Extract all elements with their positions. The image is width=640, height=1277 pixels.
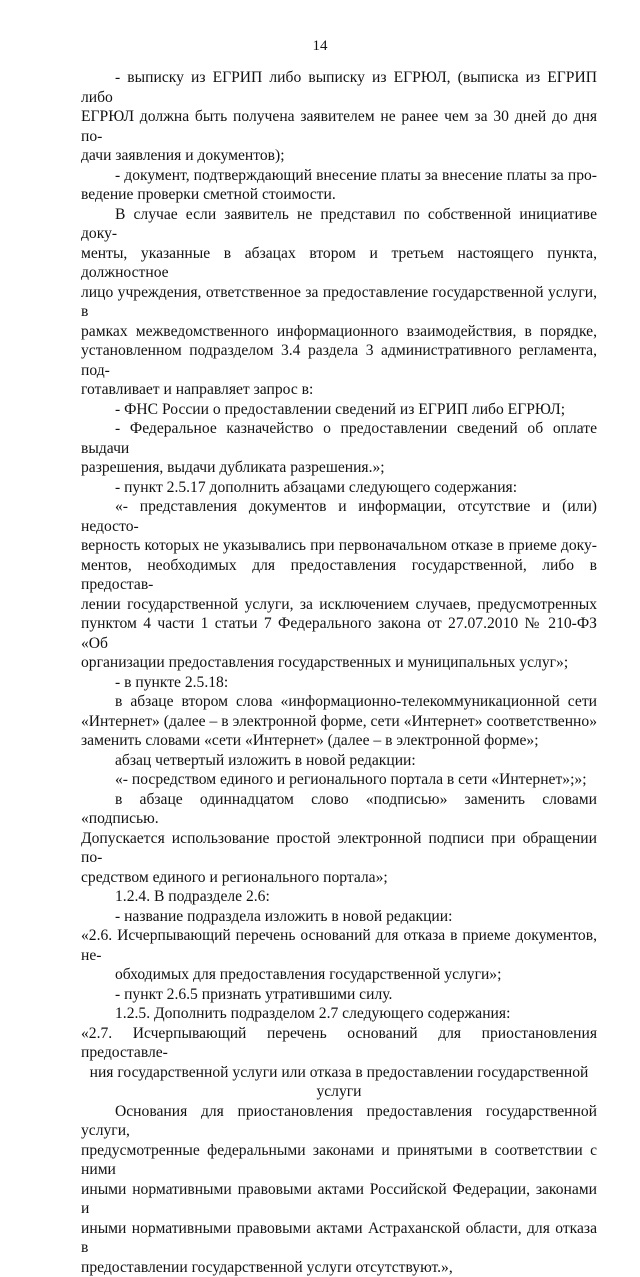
text-line: - в пункте 2.5.18: bbox=[81, 673, 597, 693]
text-line: дачи заявления и документов); bbox=[81, 146, 597, 166]
text-line: - пункт 2.6.5 признать утратившими силу. bbox=[81, 985, 597, 1005]
text-line: В случае если заявитель не представил по собственной инициативе доку- bbox=[81, 205, 597, 244]
text-line: - Федеральное казначейство о предоставлении сведений об оплате выдачи bbox=[81, 419, 597, 458]
text-line: средством единого и регионального портала»; bbox=[81, 868, 597, 888]
text-line: организации предоставления государственных и муниципальных услуг»; bbox=[81, 653, 597, 673]
text-line: ния государственной услуги или отказа в предоставлении государственной bbox=[81, 1063, 597, 1083]
text-line: в абзаце одиннадцатом слово «подписью» заменить словами «подписью. bbox=[81, 790, 597, 829]
text-line: «Интернет» (далее – в электронной форме, сети «Интернет» соответственно» bbox=[81, 712, 597, 732]
text-line: установленном подразделом 3.4 раздела 3 административного регламента, под- bbox=[81, 341, 597, 380]
text-line: ментов, необходимых для предоставления государственной, либо в предостав- bbox=[81, 556, 597, 595]
text-line: иными нормативными правовыми актами Астраханской области, для отказа в bbox=[81, 1219, 597, 1258]
body-text bbox=[81, 68, 597, 1277]
text-line: - документ, подтверждающий внесение платы за внесение платы за про- bbox=[81, 166, 597, 186]
text-line: - пункт 2.5.17 дополнить абзацами следующего содержания: bbox=[81, 478, 597, 498]
text-line: 1.2.4. В подразделе 2.6: bbox=[81, 887, 597, 907]
text-line: обходимых для предоставления государственной услуги»; bbox=[81, 965, 597, 985]
text-line: «- представления документов и информации, отсутствие и (или) недосто- bbox=[81, 497, 597, 536]
text-line: «2.6. Исчерпывающий перечень оснований для отказа в приеме документов, не- bbox=[81, 926, 597, 965]
text-line: лицо учреждения, ответственное за предоставление государственной услуги, в bbox=[81, 283, 597, 322]
text-line: - ФНС России о предоставлении сведений из ЕГРИП либо ЕГРЮЛ; bbox=[81, 400, 597, 420]
text-line: абзац четвертый изложить в новой редакции: bbox=[81, 751, 597, 771]
text-line: предоставлении государственной услуги отсутствуют.», bbox=[81, 1258, 597, 1277]
text-line: - выписку из ЕГРИП либо выписку из ЕГРЮЛ, (выписка из ЕГРИП либо bbox=[81, 68, 597, 107]
text-line: услуги bbox=[81, 1082, 597, 1102]
text-line: Основания для приостановления предоставления государственной услуги, bbox=[81, 1102, 597, 1141]
text-line: разрешения, выдачи дубликата разрешения.»; bbox=[81, 458, 597, 478]
text-line: пунктом 4 части 1 статьи 7 Федерального закона от 27.07.2010 № 210-ФЗ «Об bbox=[81, 614, 597, 653]
text-line: готавливает и направляет запрос в: bbox=[81, 380, 597, 400]
text-line: 1.2.5. Дополнить подразделом 2.7 следующего содержания: bbox=[81, 1004, 597, 1024]
text-line: иными нормативными правовыми актами Российской Федерации, законами и bbox=[81, 1180, 597, 1219]
page-number: 14 bbox=[0, 38, 640, 55]
text-line: в абзаце втором слова «информационно-телекоммуникационной сети bbox=[81, 692, 597, 712]
text-line: ведение проверки сметной стоимости. bbox=[81, 185, 597, 205]
text-line: - название подраздела изложить в новой редакции: bbox=[81, 907, 597, 927]
text-line: Допускается использование простой электронной подписи при обращении по- bbox=[81, 829, 597, 868]
text-line: ЕГРЮЛ должна быть получена заявителем не ранее чем за 30 дней до дня по- bbox=[81, 107, 597, 146]
text-line: «- посредством единого и регионального портала в сети «Интернет»;»; bbox=[81, 770, 597, 790]
text-line: менты, указанные в абзацах втором и третьем настоящего пункта, должностное bbox=[81, 244, 597, 283]
text-line: предусмотренные федеральными законами и принятыми в соответствии с ними bbox=[81, 1141, 597, 1180]
text-line: «2.7. Исчерпывающий перечень оснований для приостановления предоставле- bbox=[81, 1024, 597, 1063]
text-line: заменить словами «сети «Интернет» (далее – в электронной форме»; bbox=[81, 731, 597, 751]
text-line: лении государственной услуги, за исключением случаев, предусмотренных bbox=[81, 595, 597, 615]
text-line: верность которых не указывались при первоначальном отказе в приеме доку- bbox=[81, 536, 597, 556]
text-line: рамках межведомственного информационного взаимодействия, в порядке, bbox=[81, 322, 597, 342]
